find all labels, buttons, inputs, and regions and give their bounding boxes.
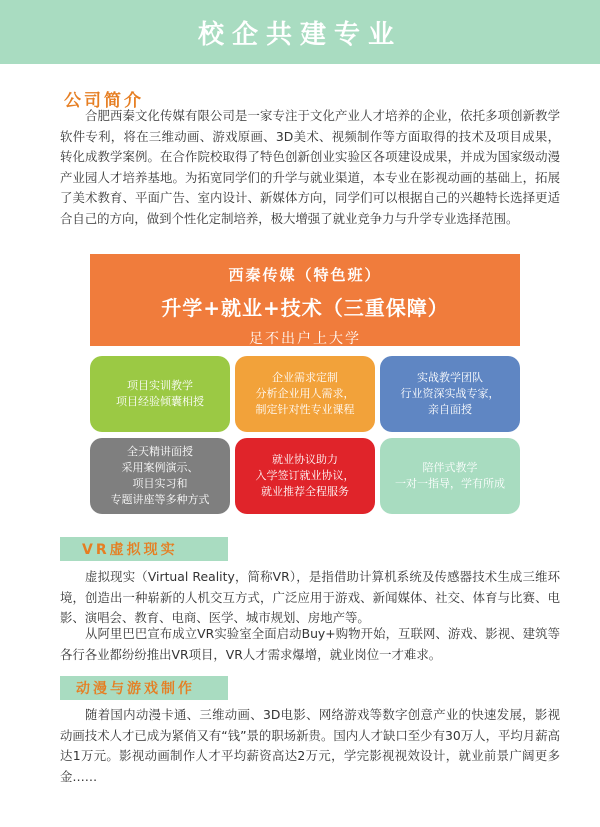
card-line: 分析企业用人需求，	[255, 387, 355, 400]
header-bar	[0, 0, 600, 64]
feature-card-full-day-teaching	[90, 438, 230, 514]
feature-card-project-training	[90, 356, 230, 432]
anime-game-paragraph: 随着国内动漫卡通、三维动画、3D电影、网络游戏等数字创意产业的快速发展，影视动画技术人才已成为紧俏又有“钱”景的职场新贵。国内人才缺口至少有30万人，平均月薪高达1万元。影视动画制作人才平均薪资高达2万元，学完影视视效设计，就业前景广阔更多金……	[60, 707, 560, 784]
card-line: 制定针对性专业课程	[255, 403, 355, 416]
page-title: 校企共建专业	[197, 19, 402, 50]
banner-subtitle: 足不出户上大学	[249, 331, 361, 347]
card-line: 全天精讲面授	[127, 445, 193, 458]
card-line: 专题讲座等多种方式	[110, 493, 210, 506]
card-line: 一对一指导，学有所成	[395, 477, 505, 490]
company-intro-paragraph: 合肥西秦文化传媒有限公司是一家专注于文化产业人才培养的企业，依托多项创新教学软件专利，将在三维动画、游戏原画、3D美术、视频制作等方面取得的技术及项目成果，转化成教学案例。在合作院校取得了特色创新创业实验区各项建设成果，并成为国家级动漫产业园人才培养基地。为拓宽同学们的升学与就业渠道，本专业在影视动画的基础上，拓展了美术教育、平面广告、室内设计、新媒体方向，同学们可以根据自己的兴趣特长选择更适合自己的方向，做到个性化定制培养，极大增强了就业竞争力与升学专业选择范围。	[60, 108, 560, 226]
vr-paragraph-1: 虚拟现实（Virtual Reality，简称VR），是指借助计算机系统及传感器技术生成三维环境，创造出一种崭新的人机交互方式，广泛应用于游戏、新闻媒体、社交、体育与比赛、电影、演唱会、教育、电商、医学、城市规划、房地产等。	[60, 569, 560, 625]
vr-heading: VR虚拟现实	[60, 537, 228, 561]
anime-game-heading: 动漫与游戏制作	[60, 676, 228, 700]
banner-slogan: 升学+就业+技术（三重保障）	[161, 296, 449, 320]
card-line: 亲自面授	[428, 403, 472, 416]
card-line: 采用案例演示、	[121, 461, 199, 474]
vr-paragraph-2: 从阿里巴巴宣布成立VR实验室全面启动Buy+购物开始，互联网、游戏、影视、建筑等各行各业都纷纷推出VR项目，VR人才需求爆增，就业岗位一才难求。	[60, 626, 560, 662]
card-line: 企业需求定制	[272, 371, 338, 384]
company-intro-heading: 公司简介	[64, 91, 144, 111]
special-class-banner	[90, 254, 520, 346]
feature-card-enterprise-custom	[235, 356, 375, 432]
card-line: 行业资深实战专家，	[400, 387, 500, 400]
card-line: 项目实训教学	[127, 379, 193, 392]
banner-title: 西秦传媒（特色班）	[228, 266, 382, 284]
card-line: 入学签订就业协议，	[255, 469, 355, 482]
card-line: 项目经验倾囊相授	[116, 395, 204, 408]
feature-card-employment-agreement	[235, 438, 375, 514]
card-line: 项目实习和	[132, 477, 188, 490]
card-line: 就业推荐全程服务	[261, 485, 349, 498]
feature-card-companion-teaching	[380, 438, 520, 514]
card-line: 实战教学团队	[417, 371, 483, 384]
card-line: 陪伴式教学	[422, 461, 478, 474]
card-line: 就业协议助力	[272, 453, 338, 466]
feature-card-practical-team	[380, 356, 520, 432]
